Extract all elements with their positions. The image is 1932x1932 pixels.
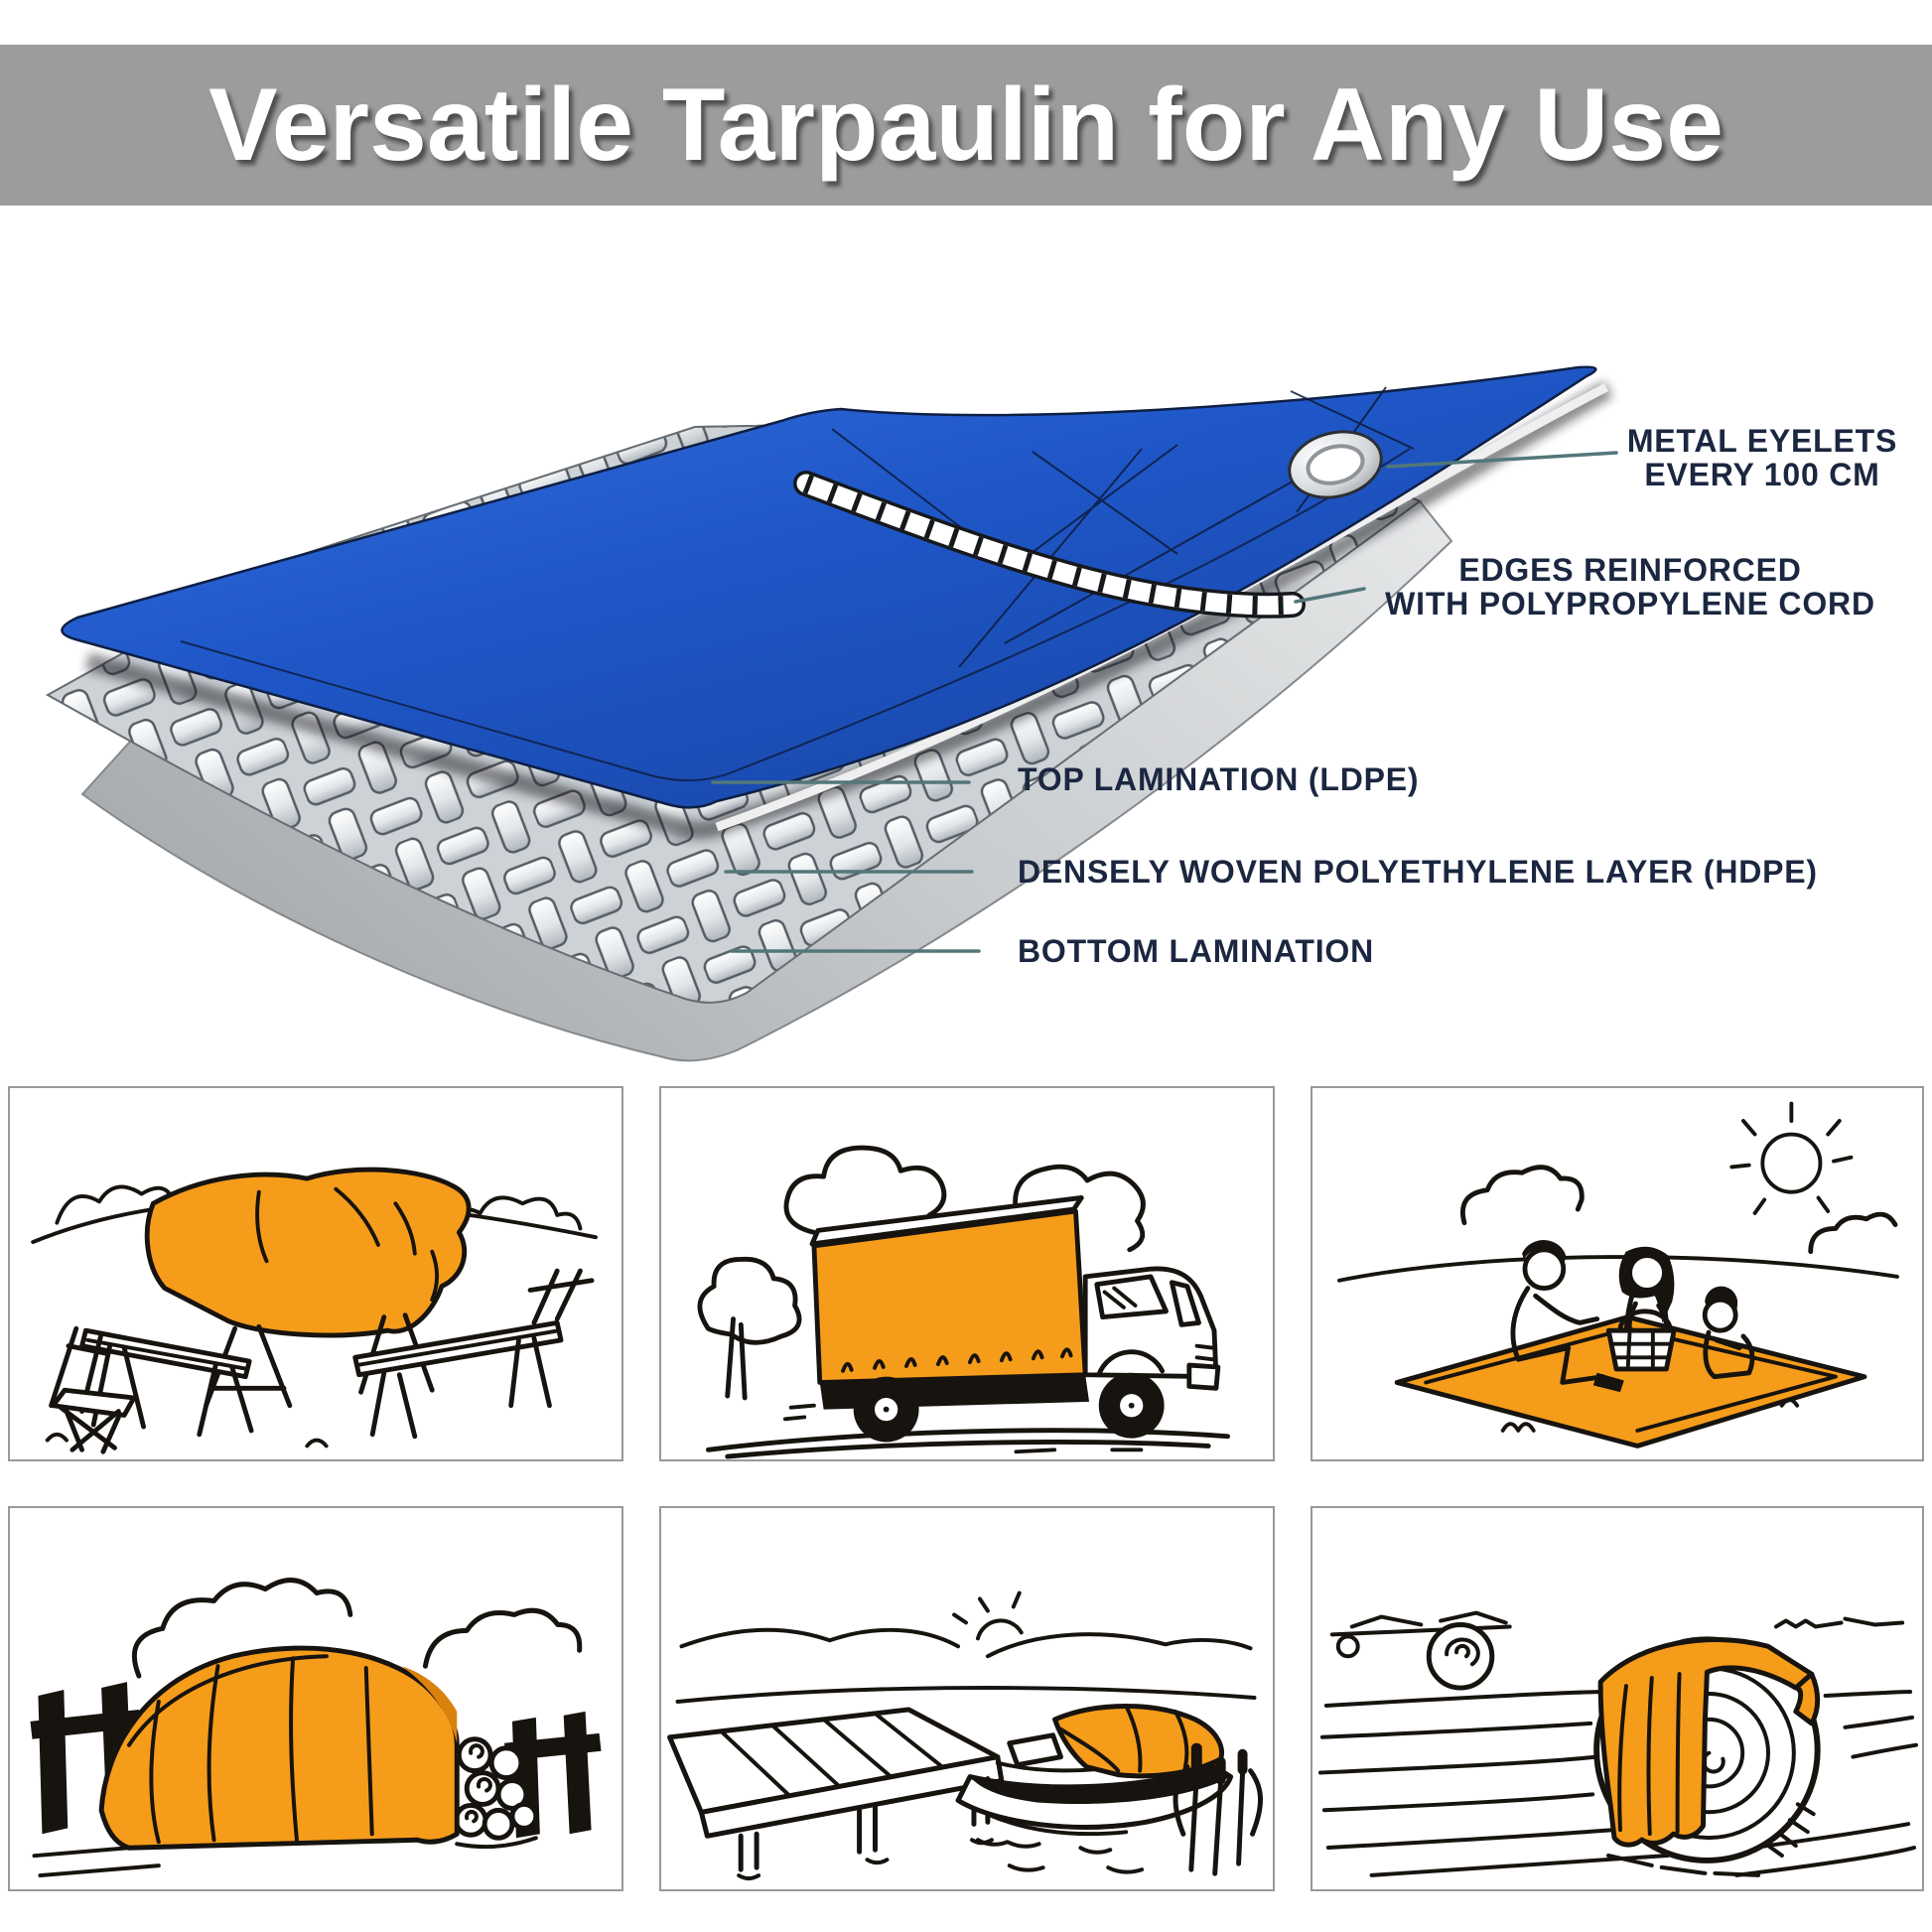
boat-illustration [661,1508,1273,1889]
usage-panel-firewood [8,1506,623,1891]
haybale-illustration [1312,1508,1922,1889]
usage-panel-haybale [1311,1506,1924,1891]
callout-metal-eyelets-line1: METAL EYELETS [1626,423,1898,459]
callout-metal-eyelets [1608,424,1916,491]
callout-reinforced-edges [1376,553,1884,621]
picnic-illustration [1312,1088,1922,1459]
callout-bottom-lamination: BOTTOM LAMINATION [1018,933,1375,969]
small-bale [1429,1624,1492,1688]
usage-panel-boat [659,1506,1275,1891]
callout-reinforced-edges-line1: EDGES REINFORCED [1458,552,1802,588]
callout-reinforced-edges-line2: WITH POLYPROPYLENE CORD [1385,586,1875,621]
usage-panel-picnic [1311,1086,1924,1461]
usage-panel-truck [659,1086,1275,1461]
firewood-illustration [10,1508,621,1889]
sun-icon [1731,1104,1851,1213]
callout-metal-eyelets-line2: EVERY 100 CM [1644,457,1880,492]
callout-woven-layer: DENSELY WOVEN POLYETHYLENE LAYER (HDPE) [1018,854,1818,890]
sun-icon [954,1593,1022,1639]
truck-illustration [661,1088,1273,1459]
usage-panel-garden-furniture [8,1086,623,1461]
garden-furniture-illustration [10,1088,621,1459]
callout-top-lamination: TOP LAMINATION (LDPE) [1018,761,1420,797]
page-title: Versatile Tarpaulin for Any Use [208,67,1724,183]
dock [670,1710,1002,1878]
